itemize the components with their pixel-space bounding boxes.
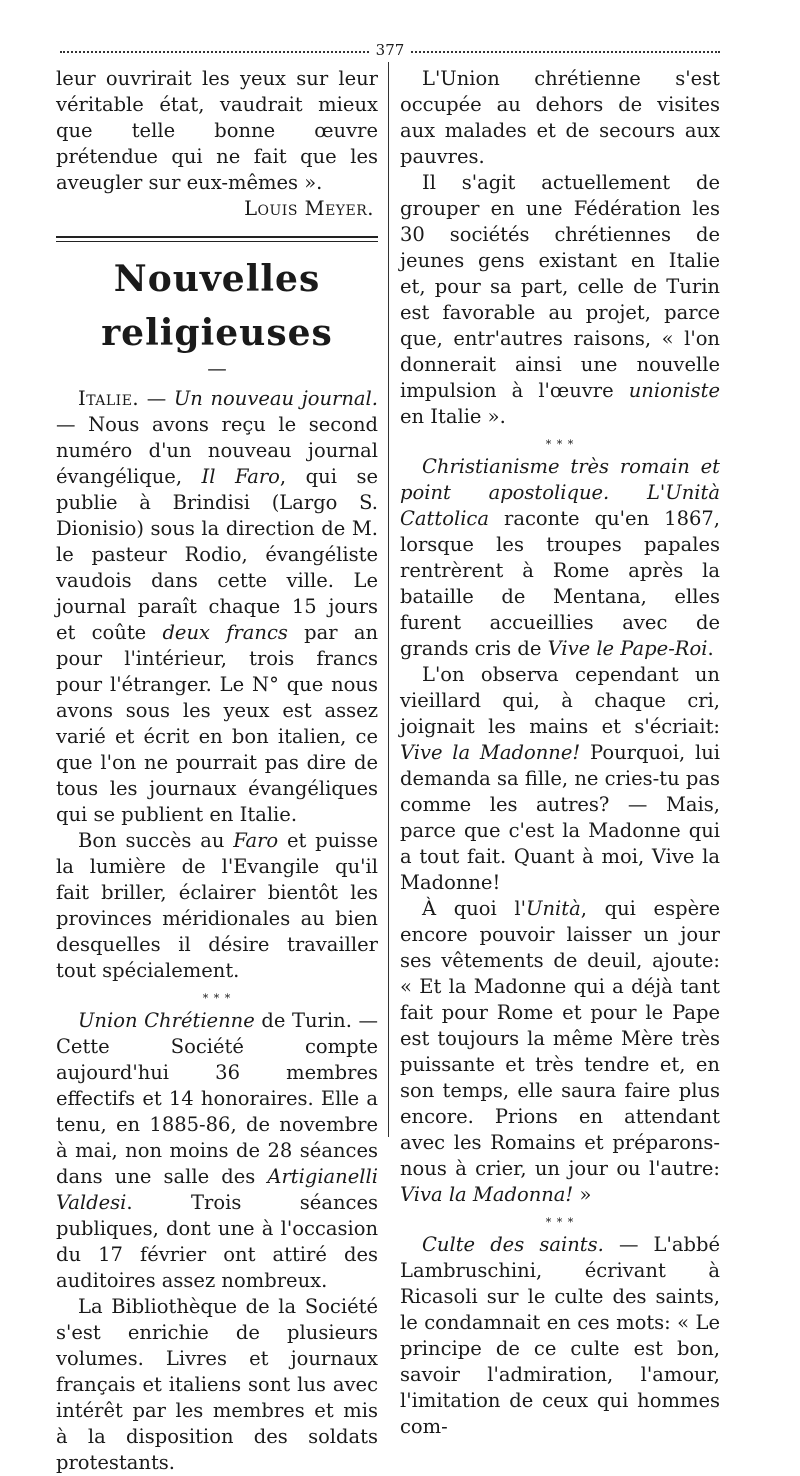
vieillard-paragraph	[400, 662, 720, 896]
bon-succes-paragraph	[56, 828, 378, 984]
opening-paragraph: leur ouvrirait les yeux sur leur véritable état, vaudrait mieux que telle bonne œuvre prétendue qui ne fait que les aveugler sur eux-mêmes ».	[56, 67, 378, 194]
a-quoi-paragraph	[400, 896, 720, 1208]
culte-text: — L'abbé Lambruschini, écrivant à Ricasoli sur le culte des saints, le condamnait en ces mots: « Le principe de ce culte est bon, savoir l'admiration, l'amour, l'imitation de ceux qui hommes com-	[400, 1233, 720, 1438]
unita-cattolica-ref: L'Unità Cattolica	[400, 481, 720, 530]
italie-lead: Italie.	[78, 387, 140, 410]
vieillard-text-2: Pourquoi, lui demanda sa fille, ne cries-tu pas comme les autres? — Mais, parce que c'est la Madonne qui a tout fait. Quant à moi, Vive la Madonne!	[400, 741, 720, 894]
il-faro-title: Il Faro	[201, 465, 280, 488]
federation-text-1: Il s'agit actuellement de grouper en une Fédération les 30 sociétés chrétiennes de jeunes gens existant en Italie et, pour sa part, celle de Turin est favorable au projet, parce que, entr'autres raisons, « l'on donnerait ainsi une nouvelle impulsion à l'œuvre	[400, 171, 720, 402]
page-number: 377	[370, 42, 411, 58]
bon-succes-text-1: Bon succès au	[78, 829, 234, 852]
asterism-separator: ⁎ ⁎ ⁎	[202, 988, 232, 1001]
christianisme-paragraph	[400, 454, 720, 662]
asterism-separator: ⁎ ⁎ ⁎	[545, 434, 575, 447]
federation-paragraph	[400, 170, 720, 430]
culte-title: Culte des saints.	[422, 1233, 604, 1256]
union-paragraph	[56, 1008, 378, 1294]
union-text-2: . Trois séances publiques, dont une à l'occasion du 17 février ont attiré des auditoires assez nombreux.	[56, 1191, 378, 1292]
union-text-1: de Turin. — Cette Société compte aujourd'hui 36 membres effectifs et 14 honoraires. Elle a tenu, en 1885-86, de novembre à mai, non moins de 28 séances dans une salle des	[56, 1009, 379, 1188]
a-quoi-text-1: À quoi l'	[422, 897, 527, 920]
italie-dash-1: —	[139, 387, 174, 410]
vive-le-pape-roi: Vive le Pape-Roi	[547, 637, 708, 660]
price-deux-francs: deux francs	[162, 621, 288, 644]
italie-paragraph	[56, 386, 378, 828]
signature: Louis Meyer.	[244, 197, 374, 220]
unioniste-word: unioniste	[628, 379, 720, 402]
bon-succes-text-2: et puisse la lumière de l'Evangile qu'il fait briller, éclairer bientôt les provinces méridionales au bien desquelles il désire travailler tout spécialement.	[56, 829, 378, 982]
section-separator	[56, 236, 378, 242]
column-divider	[388, 62, 389, 1137]
bibliotheque-paragraph: La Bibliothèque de la Société s'est enrichie de plusieurs volumes. Livres et journaux français et italiens sont lus avec intérêt par les membres et mis à la disposition des soldats protestants.	[56, 1295, 378, 1474]
asterism-separator: ⁎ ⁎ ⁎	[545, 1212, 575, 1225]
a-quoi-text-2: , qui espère encore pouvoir laisser un jour ses vêtements de deuil, ajoute: « Et la Madonne qui a déjà tant fait pour Rome et pour le Pape est toujours la même Mère très puissante et très tendre et, en son temps, elle saura faire plus encore. Prions en attendant avec les Romains et préparons-nous à crier, un jour ou l'autre:	[400, 897, 720, 1180]
vieillard-text-1: L'on observa cependant un vieillard qui, à chaque cri, joignait les mains et s'écriait:	[400, 663, 720, 738]
artigianelli-ref: Artigianelli Valdesi	[56, 1165, 378, 1214]
faro-ref: Faro	[233, 829, 279, 852]
italie-text-3: par an pour l'intérieur, trois francs pour l'étranger. Le N° que nous avons sous les yeux est assez varié et écrit en bon italien, ce que l'on ne pourrait pas dire de tous les journaux évangéliques qui se publient en Italie.	[56, 621, 379, 826]
italie-dash-2: —	[56, 413, 89, 436]
culte-paragraph	[400, 1232, 720, 1440]
italie-text-2: , qui se publie à Brindisi (Largo S. Dionisio) sous la direction de M. le pasteur Rodio, évangéliste vaudois dans cette ville. Le journal paraît chaque 15 jours et coûte	[56, 465, 378, 644]
christianisme-title: Christianisme très romain et point apostolique.	[400, 455, 720, 504]
italie-title: Un nouveau journal.	[173, 387, 378, 410]
christianisme-text-1: raconte qu'en 1867, lorsque les troupes papales rentrèrent à Rome après la bataille de Mentana, elles furent accueillies avec de grands cris de	[400, 507, 720, 660]
vive-la-madonne: Vive la Madonne!	[400, 741, 581, 764]
page-header	[60, 42, 720, 58]
heading-dash: —	[207, 357, 227, 380]
unita-ref: Unità	[526, 897, 581, 920]
viva-la-madonna: Viva la Madonna!	[400, 1183, 574, 1206]
a-quoi-text-3: »	[573, 1183, 592, 1206]
right-column	[400, 66, 720, 1440]
union-activities-paragraph: L'Union chrétienne s'est occupée au dehors de visites aux malades et de secours aux pauvres.	[400, 67, 720, 168]
left-column	[56, 66, 378, 1476]
section-heading: Nouvelles religieuses	[101, 258, 333, 354]
union-title: Union Chrétienne	[78, 1009, 255, 1032]
christianisme-text-2: .	[707, 637, 714, 660]
federation-text-2: en Italie ».	[400, 405, 506, 428]
italie-text-1: Nous avons reçu le second numéro d'un nouveau journal évangélique,	[56, 413, 378, 488]
christianisme-space	[609, 481, 647, 504]
